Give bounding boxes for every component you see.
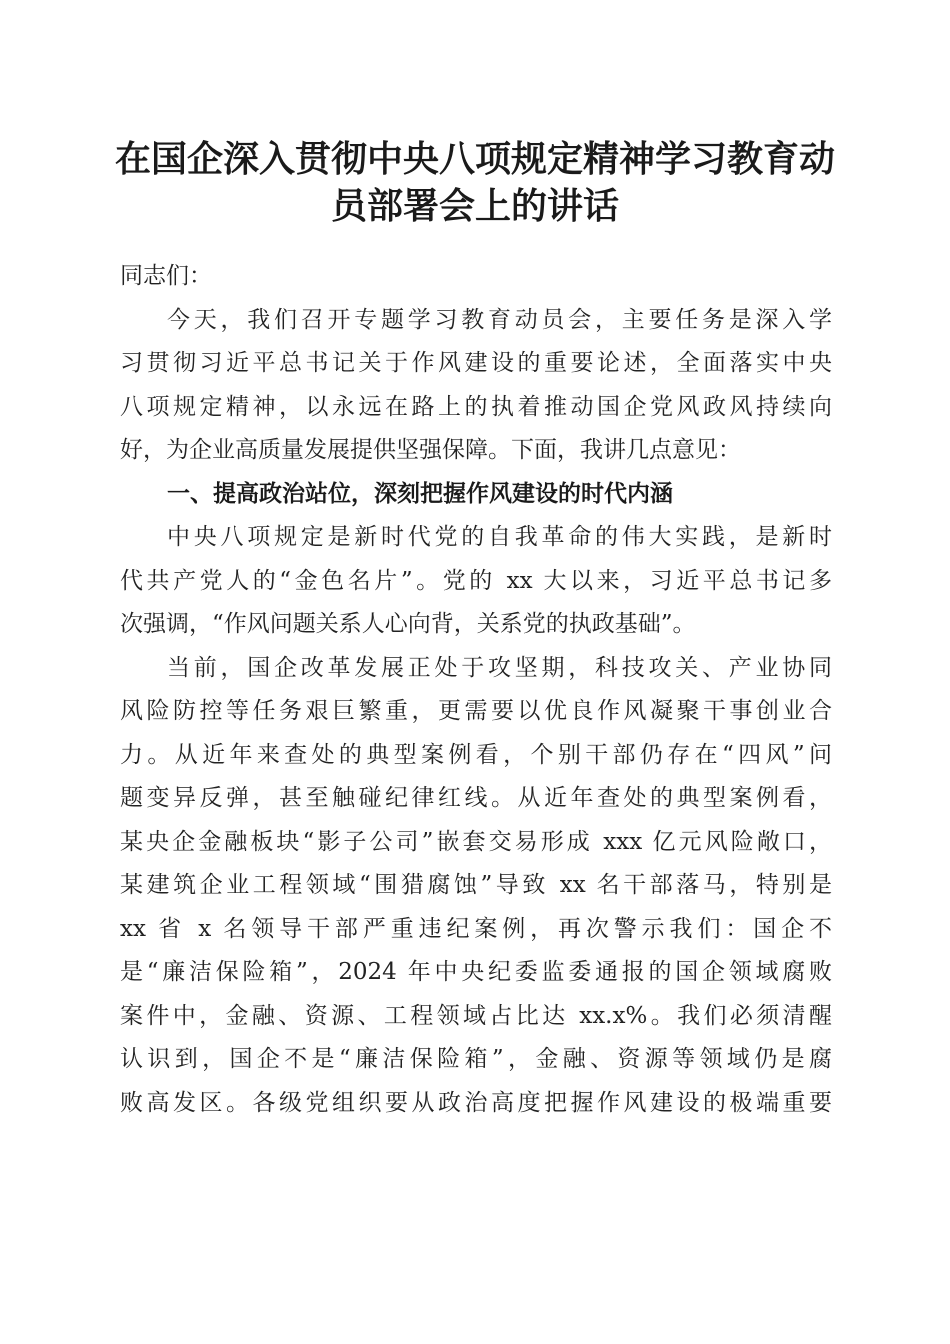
paragraph-line: 好，为企业高质量发展提供坚强保障。下面，我讲几点意见： (120, 437, 741, 463)
paragraph-opening (120, 299, 832, 473)
document-body (120, 255, 832, 1125)
paragraph-line: 八项规定精神，以永远在路上的执着推动国企党风政风持续向 (120, 393, 832, 420)
paragraph-line: 某建筑企业工程领域“围猎腐蚀”导致 xx 名干部落马，特别是 (120, 872, 832, 898)
paragraph-line: 题变异反弹，甚至触碰纪律红线。从近年查处的典型案例看， (120, 785, 832, 811)
salutation: 同志们： (120, 263, 212, 289)
document-title (110, 136, 840, 230)
paragraph-line: 中央八项规定是新时代党的自我革命的伟大实践，是新时 (167, 524, 832, 550)
paragraph-line: xx 省 x 名领导干部严重违纪案例，再次警示我们：国企不 (120, 915, 832, 942)
paragraph-line: 次强调，“作风问题关系人心向背，关系党的执政基础”。 (120, 611, 696, 637)
paragraph-line: 是“廉洁保险箱”，2024 年中央纪委监委通报的国企领域腐败 (120, 959, 832, 985)
paragraph-line: 案件中，金融、资源、工程领域占比达 xx.x%。我们必须清醒 (120, 1002, 832, 1029)
section-heading: 一、提高政治站位，深刻把握作风建设的时代内涵 (167, 480, 673, 507)
paragraph-current-situation (120, 647, 832, 1126)
paragraph-line: 今天，我们召开专题学习教育动员会，主要任务是深入学 (167, 306, 832, 333)
paragraph-line: 败高发区。各级党组织要从政治高度把握作风建设的极端重要 (120, 1089, 832, 1116)
paragraph-line: 习贯彻习近平总书记关于作风建设的重要论述，全面落实中央 (120, 350, 832, 376)
paragraph-line: 某央企金融板块“影子公司”嵌套交易形成 xxx 亿元风险敞口， (120, 828, 832, 855)
paragraph-eight-rules (120, 516, 832, 647)
title-line-2: 员部署会上的讲话 (330, 185, 619, 227)
paragraph-line: 当前，国企改革发展正处于攻坚期，科技攻关、产业协同 (167, 654, 832, 681)
paragraph-line: 力。从近年来查处的典型案例看，个别干部仍存在“四风”问 (120, 741, 832, 768)
paragraph-line: 认识到，国企不是“廉洁保险箱”，金融、资源等领域仍是腐 (120, 1046, 832, 1072)
paragraph-line: 风险防控等任务艰巨繁重，更需要以优良作风凝聚干事创业合 (120, 698, 832, 724)
title-line-1: 在国企深入贯彻中央八项规定精神学习教育动 (114, 138, 835, 180)
paragraph-line: 代共产党人的“金色名片”。党的 xx 大以来，习近平总书记多 (120, 567, 832, 594)
